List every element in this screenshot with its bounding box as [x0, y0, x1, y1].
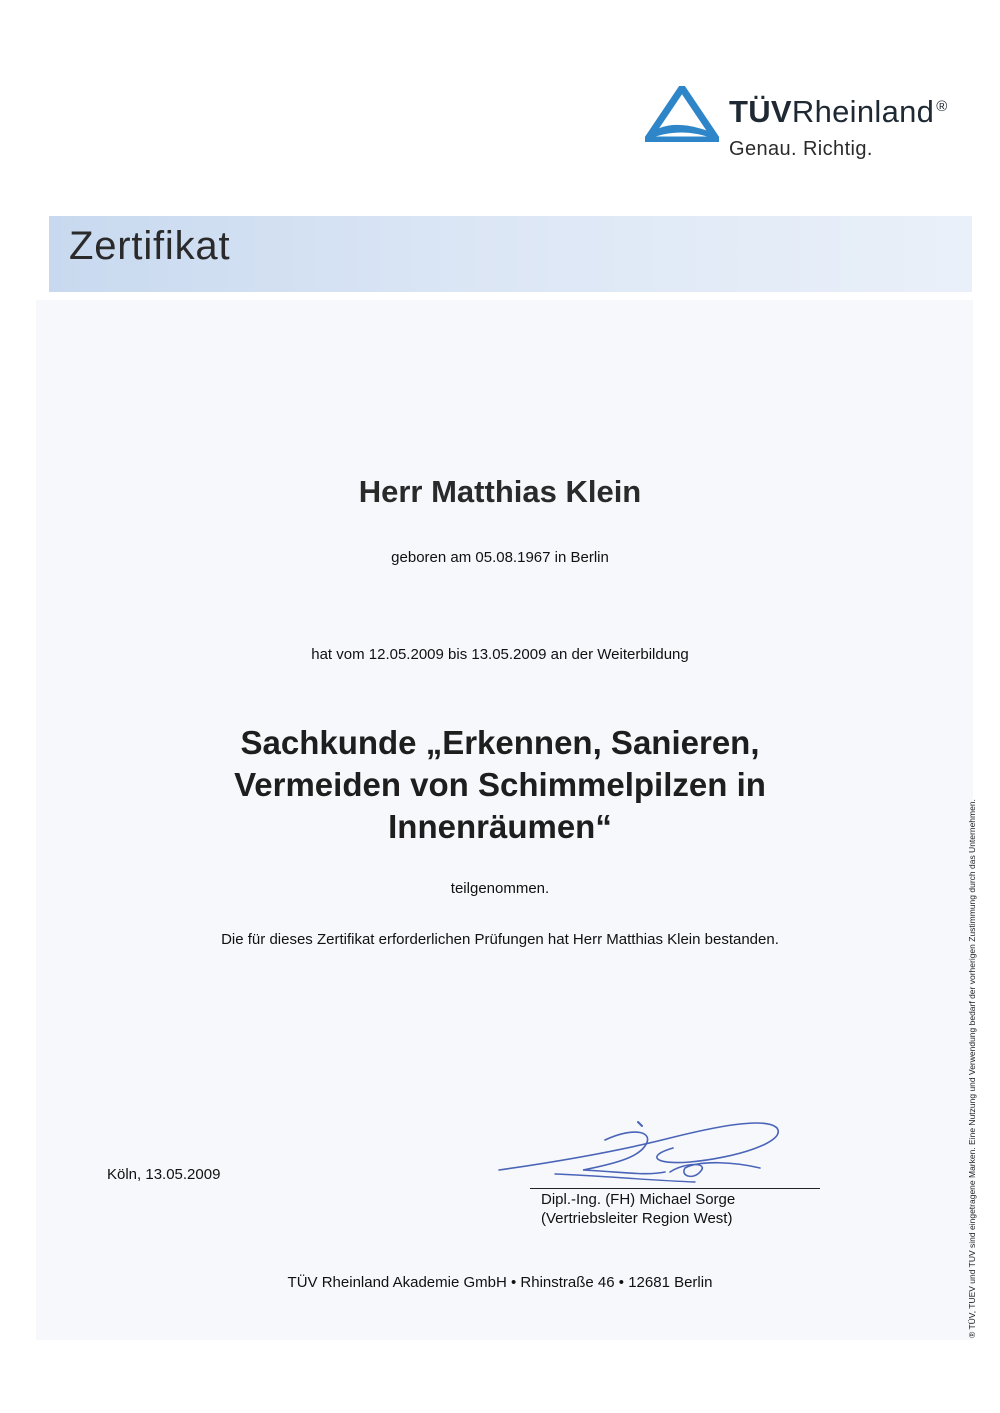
tuv-rheinland-logo [645, 86, 975, 176]
course-title-line: Innenräumen“ [388, 808, 612, 845]
trademark-note: ® TÜV, TUEV und TUV sind eingetragene Marken. Eine Nutzung und Verwendung bedarf der vorherigen Zustimmung durch das Unternehmen. [967, 799, 977, 1338]
handwritten-signature [495, 1112, 785, 1190]
logo-slogan: Genau. Richtig. [729, 138, 873, 160]
logo-name-bold: TÜV [729, 94, 792, 129]
participated-line: teilgenommen. [450, 880, 550, 897]
logo-wordmark [729, 94, 948, 130]
recipient-name: Herr Matthias Klein [358, 474, 642, 509]
signer-name: Dipl.-Ing. (FH) Michael Sorge [541, 1191, 736, 1208]
signer-block [541, 1190, 735, 1228]
passed-line: Die für dieses Zertifikat erforderlichen Prüfungen hat Herr Matthias Klein bestanden. [221, 931, 779, 948]
signer-role: (Vertriebsleiter Region West) [541, 1210, 733, 1227]
registered-mark: ® [936, 97, 948, 115]
logo-name-regular: Rheinland [791, 94, 935, 129]
period-line: hat vom 12.05.2009 bis 13.05.2009 an der Weiterbildung [311, 646, 689, 663]
course-title [100, 722, 900, 848]
course-title-line: Vermeiden von Schimmelpilzen in [234, 766, 766, 803]
triangle-logo-icon [645, 86, 719, 142]
place-date: Köln, 13.05.2009 [107, 1166, 221, 1183]
title-band [49, 216, 972, 292]
course-title-line: Sachkunde „Erkennen, Sanieren, [240, 724, 760, 761]
birth-line: geboren am 05.08.1967 in Berlin [391, 549, 609, 566]
signature-line [530, 1188, 820, 1189]
certificate-title: Zertifikat [69, 224, 231, 268]
footer-address: TÜV Rheinland Akademie GmbH • Rhinstraße 46 • 12681 Berlin [287, 1274, 713, 1291]
